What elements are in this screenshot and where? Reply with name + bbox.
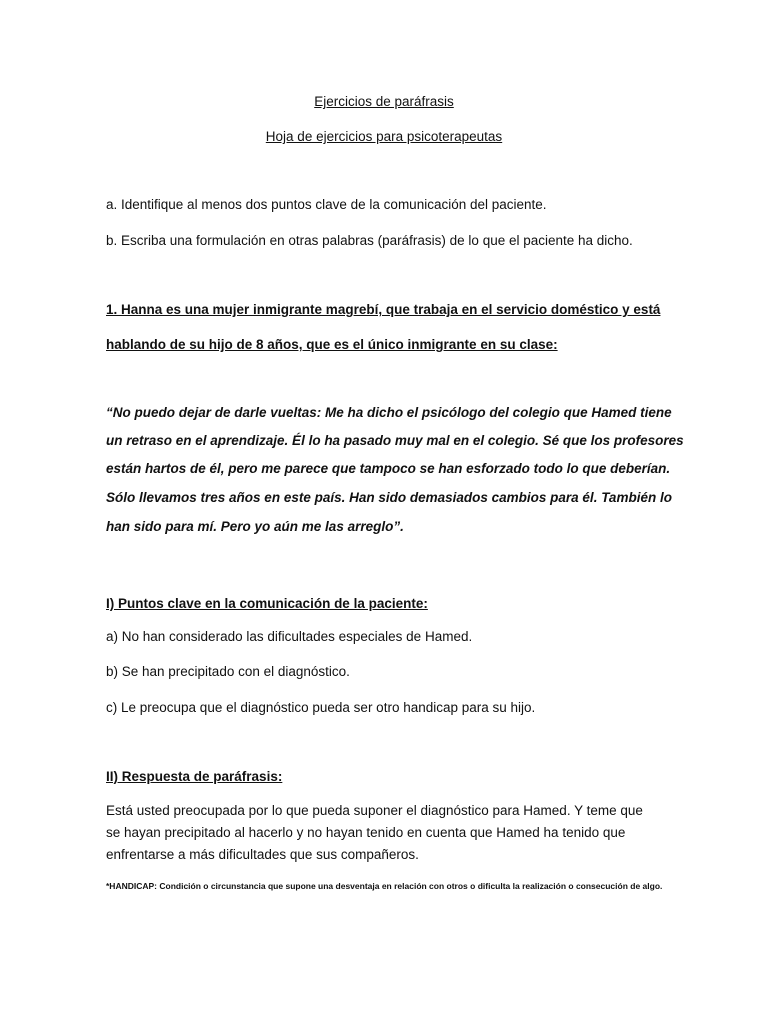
paraphrase-line-2: se hayan precipitado al hacerlo y no hayan tenido en cuenta que Hamed ha tenido que (106, 825, 626, 840)
paraphrase-heading: II) Respuesta de paráfrasis: (106, 769, 283, 784)
case-heading-line-2: hablando de su hijo de 8 años, que es el único inmigrante en su clase: (106, 337, 558, 352)
paraphrase-line-3: enfrentarse a más dificultades que sus compañeros. (106, 847, 419, 862)
quote-line-4: Sólo llevamos tres años en este país. Han sido demasiados cambios para él. También lo (106, 490, 672, 505)
quote-line-5: han sido para mí. Pero yo aún me las arreglo”. (106, 519, 404, 534)
instruction-b: b. Escriba una formulación en otras palabras (paráfrasis) de lo que el paciente ha dicho. (106, 233, 633, 248)
key-point-a: a) No han considerado las dificultades especiales de Hamed. (106, 629, 473, 644)
quote-line-2: un retraso en el aprendizaje. Él lo ha pasado muy mal en el colegio. Sé que los profesores (106, 433, 684, 448)
key-point-c: c) Le preocupa que el diagnóstico pueda ser otro handicap para su hijo. (106, 700, 536, 715)
quote-line-3: están hartos de él, pero me parece que tampoco se han esforzado todo lo que deberían. (106, 461, 671, 476)
footnote: *HANDICAP: Condición o circunstancia que supone una desventaja en relación con otros o dificulta la realización o consecución de algo. (106, 881, 663, 891)
paraphrase-line-1: Está usted preocupada por lo que pueda suponer el diagnóstico para Hamed. Y teme que (106, 803, 643, 818)
key-point-b: b) Se han precipitado con el diagnóstico. (106, 664, 350, 679)
quote-line-1: “No puedo dejar de darle vueltas: Me ha dicho el psicólogo del colegio que Hamed tiene (106, 405, 672, 420)
document-title: Ejercicios de paráfrasis (314, 94, 454, 109)
instruction-a: a. Identifique al menos dos puntos clave de la comunicación del paciente. (106, 197, 547, 212)
document-subtitle: Hoja de ejercicios para psicoterapeutas (265, 129, 503, 144)
key-points-heading: I) Puntos clave en la comunicación de la paciente: (106, 596, 428, 611)
case-heading-line-1: 1. Hanna es una mujer inmigrante magrebí, que trabaja en el servicio doméstico y está (106, 302, 661, 317)
